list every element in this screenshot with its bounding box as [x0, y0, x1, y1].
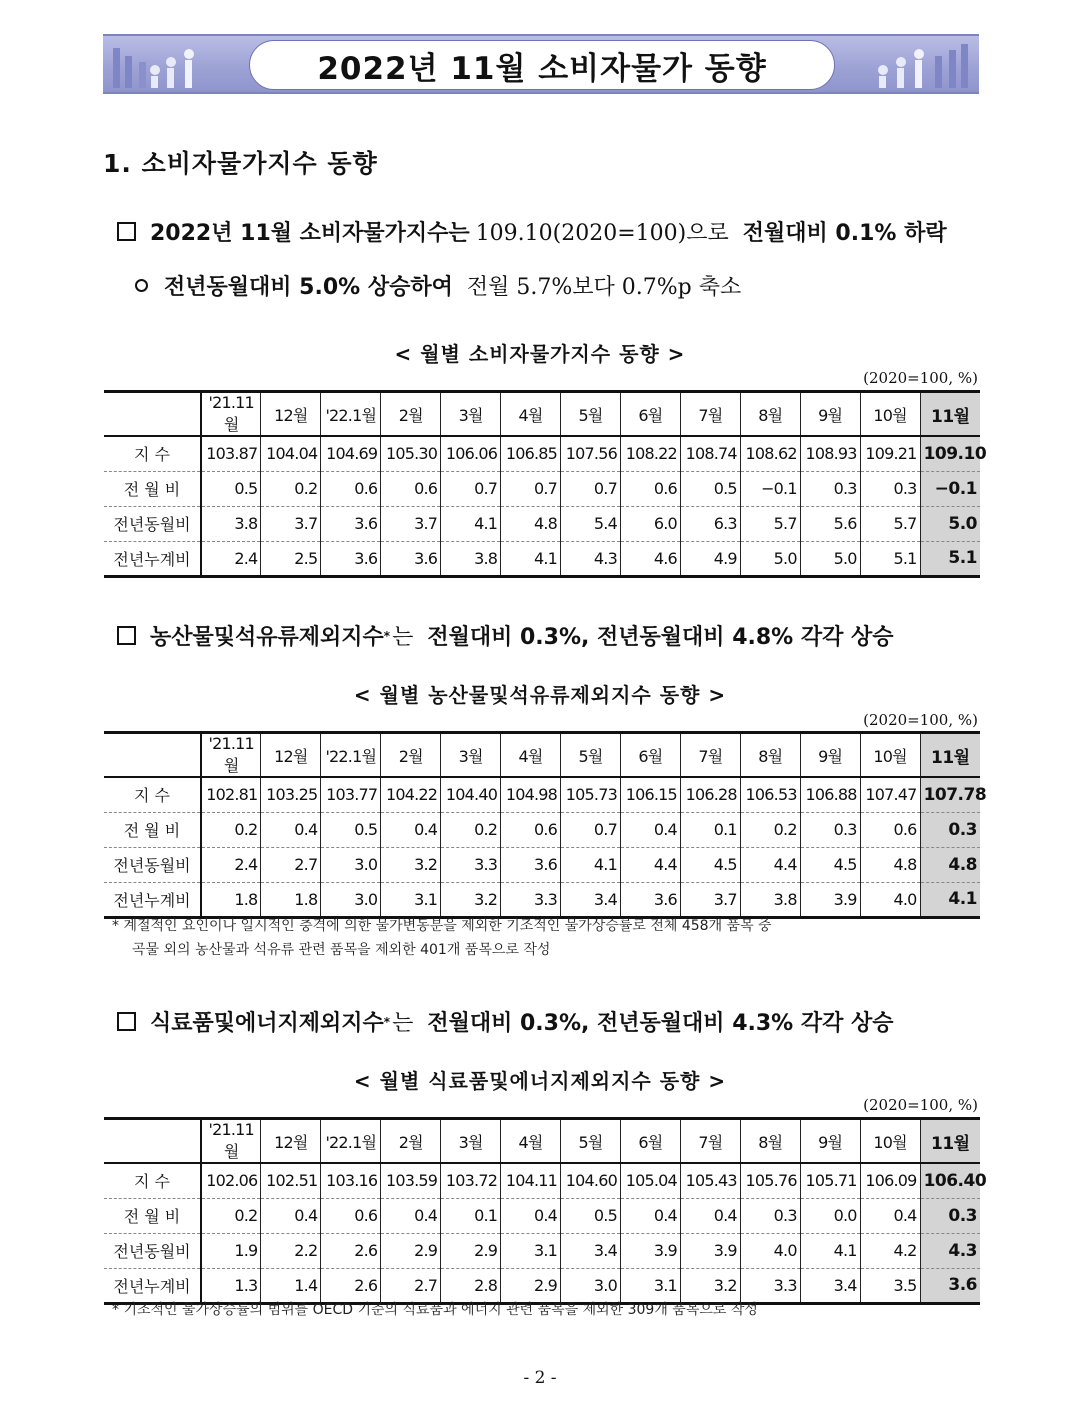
table-corner-cell: [104, 733, 201, 778]
table-cell: 4.3: [561, 541, 621, 576]
table-cell: 0.5: [321, 812, 381, 847]
table-cell: 0.4: [620, 1198, 680, 1233]
table-cell: 105.30: [381, 436, 441, 471]
bar-chart-decoration-icon: [109, 40, 229, 92]
table-cell: 0.3: [920, 812, 980, 847]
table-cell: 0.7: [441, 471, 501, 506]
table-row: [104, 1198, 980, 1233]
table-cell: 3.6: [620, 882, 680, 917]
table-cell: 106.85: [501, 436, 561, 471]
table-cell: 0.4: [680, 1198, 740, 1233]
summary-bullet-core-agri-oil: [117, 620, 894, 651]
table-cell: 5.0: [800, 541, 860, 576]
table-cell: 3.4: [561, 882, 621, 917]
column-header: 9월: [800, 392, 860, 437]
table-cell: 0.4: [381, 812, 441, 847]
column-header: 10월: [860, 733, 920, 778]
table-cell: 3.6: [321, 506, 381, 541]
bullet-plain-text: 는: [392, 1011, 414, 1036]
table-cell: 3.8: [201, 506, 261, 541]
table-row: [104, 1233, 980, 1268]
table-cell: 3.8: [740, 882, 800, 917]
table-cell: 4.4: [740, 847, 800, 882]
table-row: [104, 436, 980, 471]
table-cell: 107.56: [561, 436, 621, 471]
table-cell: 0.5: [201, 471, 261, 506]
bullet-bold-text: 전월대비 0.1% 하락: [742, 221, 947, 246]
table-cell: 102.06: [201, 1163, 261, 1198]
table-unit: (2020=100, %): [863, 711, 978, 729]
title-banner: [103, 34, 979, 94]
table-cell: 3.4: [561, 1233, 621, 1268]
table-cell: 2.6: [321, 1268, 381, 1303]
summary-subbullet-yoy: [135, 270, 741, 301]
table-footnote: [112, 914, 772, 962]
table-cell: 3.2: [441, 882, 501, 917]
table-cell: 4.3: [920, 1233, 980, 1268]
table-cell: 0.0: [800, 1198, 860, 1233]
table-corner-cell: [104, 1119, 201, 1164]
table-cell: 5.0: [740, 541, 800, 576]
table-cell: 0.3: [800, 812, 860, 847]
table-cell: 0.1: [680, 812, 740, 847]
footnote-line: * 계절적인 요인이나 일시적인 충격에 의한 물가변동분을 제외한 기조적인 물가상승률로 전체 458개 품목 중: [112, 918, 772, 934]
column-header: 5월: [561, 392, 621, 437]
table-cell: 4.5: [680, 847, 740, 882]
table-cell: 3.3: [740, 1268, 800, 1303]
table-cell: 5.7: [740, 506, 800, 541]
table-cell: 1.9: [201, 1233, 261, 1268]
column-header: 10월: [860, 392, 920, 437]
table-cell: 0.2: [201, 1198, 261, 1233]
row-label: 전 월 비: [104, 812, 201, 847]
column-header: 2월: [381, 392, 441, 437]
table-caption: < 월별 농산물및석유류제외지수 동향 >: [353, 683, 727, 707]
document-title: 2022년 11월 소비자물가 동향: [249, 40, 835, 90]
table-cell: 104.40: [441, 777, 501, 812]
column-header: 5월: [561, 1119, 621, 1164]
table-cell: 3.6: [321, 541, 381, 576]
bullet-bold-text: 전년동월대비 5.0% 상승하여: [164, 275, 453, 300]
row-label: 전년동월비: [104, 847, 201, 882]
checkbox-square-icon: [117, 1012, 136, 1031]
cpi-monthly-table: [104, 390, 987, 578]
column-header: 12월: [261, 733, 321, 778]
table-cell: 106.06: [441, 436, 501, 471]
checkbox-square-icon: [117, 222, 136, 241]
table-cell: 0.4: [501, 1198, 561, 1233]
table-cell: 3.6: [501, 847, 561, 882]
table-cell: 4.2: [860, 1233, 920, 1268]
table-cell: 4.1: [800, 1233, 860, 1268]
table-cell: 5.1: [920, 541, 980, 576]
table-cell: 0.2: [441, 812, 501, 847]
table-cell: 3.2: [381, 847, 441, 882]
table-cell: 106.53: [740, 777, 800, 812]
column-header: 11월: [920, 1119, 980, 1164]
core-agri-oil-monthly-table: [104, 731, 987, 919]
table-cell: 0.5: [680, 471, 740, 506]
footnote-marker: *: [383, 1014, 391, 1029]
table-cell: 6.0: [620, 506, 680, 541]
row-label: 전년누계비: [104, 1268, 201, 1303]
table-cell: 4.0: [860, 882, 920, 917]
summary-bullet-cpi: [117, 216, 947, 247]
table-cell: 106.88: [800, 777, 860, 812]
table-cell: 0.6: [321, 1198, 381, 1233]
table-cell: 0.7: [561, 471, 621, 506]
column-header: 4월: [501, 733, 561, 778]
column-header: 3월: [441, 392, 501, 437]
row-label: 지 수: [104, 1163, 201, 1198]
column-header: '22.1월: [321, 733, 381, 778]
table-cell: 3.0: [321, 882, 381, 917]
table-caption: < 월별 식료품및에너지제외지수 동향 >: [353, 1069, 727, 1093]
table-cell: 109.21: [860, 436, 920, 471]
table-cell: 4.0: [740, 1233, 800, 1268]
table-cell: 0.4: [261, 812, 321, 847]
table-cell: 2.9: [381, 1233, 441, 1268]
table-cell: 3.0: [321, 847, 381, 882]
table-cell: 108.62: [740, 436, 800, 471]
column-header: 3월: [441, 733, 501, 778]
table-cell: 103.77: [321, 777, 381, 812]
table-cell: 0.4: [620, 812, 680, 847]
bullet-bold-text: 전월대비 0.3%, 전년동월대비 4.8% 각각 상승: [427, 625, 894, 650]
table-row: [104, 506, 980, 541]
table-cell: 1.3: [201, 1268, 261, 1303]
table-cell: 108.74: [680, 436, 740, 471]
table-cell: 3.3: [501, 882, 561, 917]
row-label: 전 월 비: [104, 1198, 201, 1233]
footnote-line: 곡물 외의 농산물과 석유류 관련 품목을 제외한 401개 품목으로 작성: [132, 942, 551, 958]
table-row: [104, 471, 980, 506]
table-cell: 2.5: [261, 541, 321, 576]
table-cell: 3.1: [501, 1233, 561, 1268]
column-header: 12월: [261, 1119, 321, 1164]
column-header: 9월: [800, 1119, 860, 1164]
table-cell: 108.22: [620, 436, 680, 471]
table-cell: 0.6: [620, 471, 680, 506]
row-label: 지 수: [104, 777, 201, 812]
checkbox-square-icon: [117, 626, 136, 645]
table-cell: 1.8: [261, 882, 321, 917]
table-cell: 106.28: [680, 777, 740, 812]
table-cell: 104.60: [561, 1163, 621, 1198]
table-cell: 4.8: [920, 847, 980, 882]
table-cell: 108.93: [800, 436, 860, 471]
table-caption: < 월별 소비자물가지수 동향 >: [394, 342, 686, 366]
table-corner-cell: [104, 392, 201, 437]
table-cell: 2.9: [501, 1268, 561, 1303]
column-header: '21.11월: [201, 392, 261, 437]
table-cell: 0.6: [501, 812, 561, 847]
table-cell: 3.8: [441, 541, 501, 576]
table-cell: 2.4: [201, 541, 261, 576]
table-cell: −0.1: [740, 471, 800, 506]
column-header: 11월: [920, 392, 980, 437]
bullet-bold-text: 농산물및석유류제외지수: [150, 625, 384, 650]
table-cell: 106.40: [920, 1163, 980, 1198]
table-cell: 4.6: [620, 541, 680, 576]
column-header: 8월: [740, 733, 800, 778]
table-cell: 3.7: [381, 506, 441, 541]
row-label: 전 월 비: [104, 471, 201, 506]
table-cell: 5.6: [800, 506, 860, 541]
column-header: 7월: [680, 733, 740, 778]
table-cell: 0.5: [561, 1198, 621, 1233]
bullet-plain-text: 109.10(2020=100)으로: [475, 221, 729, 246]
table-cell: 0.2: [740, 812, 800, 847]
table-cell: 107.78: [920, 777, 980, 812]
table-cell: 2.8: [441, 1268, 501, 1303]
table-cell: 3.9: [680, 1233, 740, 1268]
footnote-line: * 기조적인 물가상승률의 범위를 OECD 기준의 식료품과 에너지 관련 품목을 제외한 309개 품목으로 작성: [112, 1302, 758, 1318]
table-cell: 0.2: [261, 471, 321, 506]
table-cell: 103.25: [261, 777, 321, 812]
table-row: [104, 882, 980, 917]
table-cell: 0.3: [920, 1198, 980, 1233]
table-cell: 106.15: [620, 777, 680, 812]
table-row: [104, 777, 980, 812]
table-cell: 0.7: [561, 812, 621, 847]
table-cell: 0.7: [501, 471, 561, 506]
bullet-plain-text: 전월 5.7%보다 0.7%p 축소: [466, 275, 742, 300]
table-cell: 4.8: [860, 847, 920, 882]
table-cell: 3.7: [261, 506, 321, 541]
table-cell: 3.1: [620, 1268, 680, 1303]
bullet-bold-text: 식료품및에너지제외지수: [150, 1011, 384, 1036]
table-cell: 3.4: [800, 1268, 860, 1303]
table-cell: 105.04: [620, 1163, 680, 1198]
table-unit: (2020=100, %): [863, 1096, 978, 1114]
column-header: 4월: [501, 1119, 561, 1164]
row-label: 전년동월비: [104, 1233, 201, 1268]
table-cell: 0.4: [381, 1198, 441, 1233]
table-cell: 0.4: [261, 1198, 321, 1233]
table-cell: 106.09: [860, 1163, 920, 1198]
row-label: 전년누계비: [104, 882, 201, 917]
table-cell: 2.4: [201, 847, 261, 882]
table-cell: 4.1: [441, 506, 501, 541]
table-cell: 105.73: [561, 777, 621, 812]
table-cell: 102.51: [261, 1163, 321, 1198]
table-cell: 105.71: [800, 1163, 860, 1198]
row-label: 전년동월비: [104, 506, 201, 541]
table-cell: 1.8: [201, 882, 261, 917]
column-header: 3월: [441, 1119, 501, 1164]
table-cell: 3.3: [441, 847, 501, 882]
table-cell: 5.1: [860, 541, 920, 576]
table-cell: 4.8: [501, 506, 561, 541]
bullet-bold-text: 2022년 11월 소비자물가지수는: [150, 221, 470, 246]
core-food-energy-monthly-table: [104, 1117, 987, 1305]
table-row: [104, 1163, 980, 1198]
section-heading: 1. 소비자물가지수 동향: [103, 149, 378, 178]
table-cell: 3.0: [561, 1268, 621, 1303]
footnote-marker: *: [383, 628, 391, 643]
table-cell: 5.4: [561, 506, 621, 541]
column-header: 7월: [680, 392, 740, 437]
table-cell: 4.9: [680, 541, 740, 576]
table-cell: 103.59: [381, 1163, 441, 1198]
table-cell: 105.76: [740, 1163, 800, 1198]
table-cell: 3.7: [680, 882, 740, 917]
column-header: 8월: [740, 1119, 800, 1164]
column-header: 12월: [261, 392, 321, 437]
column-header: 4월: [501, 392, 561, 437]
table-row: [104, 812, 980, 847]
table-cell: 109.10: [920, 436, 980, 471]
column-header: '21.11월: [201, 1119, 261, 1164]
table-cell: 5.0: [920, 506, 980, 541]
table-cell: 4.5: [800, 847, 860, 882]
table-cell: 0.3: [800, 471, 860, 506]
column-header: '22.1월: [321, 392, 381, 437]
table-cell: 6.3: [680, 506, 740, 541]
column-header: 7월: [680, 1119, 740, 1164]
table-cell: 104.11: [501, 1163, 561, 1198]
table-cell: 1.4: [261, 1268, 321, 1303]
table-cell: −0.1: [920, 471, 980, 506]
column-header: 2월: [381, 733, 441, 778]
column-header: 2월: [381, 1119, 441, 1164]
column-header: '21.11월: [201, 733, 261, 778]
table-cell: 0.6: [381, 471, 441, 506]
column-header: 9월: [800, 733, 860, 778]
row-label: 전년누계비: [104, 541, 201, 576]
column-header: '22.1월: [321, 1119, 381, 1164]
table-cell: 0.6: [860, 812, 920, 847]
table-cell: 0.1: [441, 1198, 501, 1233]
table-cell: 3.9: [620, 1233, 680, 1268]
column-header: 11월: [920, 733, 980, 778]
table-cell: 104.98: [501, 777, 561, 812]
column-header: 5월: [561, 733, 621, 778]
table-cell: 4.1: [561, 847, 621, 882]
table-cell: 0.4: [860, 1198, 920, 1233]
table-unit: (2020=100, %): [863, 369, 978, 387]
bar-chart-decoration-icon: [853, 40, 973, 92]
table-cell: 3.6: [381, 541, 441, 576]
table-cell: 104.69: [321, 436, 381, 471]
table-cell: 2.2: [261, 1233, 321, 1268]
table-cell: 3.6: [920, 1268, 980, 1303]
table-cell: 0.2: [201, 812, 261, 847]
column-header: 6월: [620, 392, 680, 437]
table-cell: 0.3: [860, 471, 920, 506]
summary-bullet-core-food-energy: [117, 1006, 894, 1037]
table-cell: 102.81: [201, 777, 261, 812]
table-cell: 5.7: [860, 506, 920, 541]
table-cell: 3.1: [381, 882, 441, 917]
table-cell: 107.47: [860, 777, 920, 812]
table-cell: 3.9: [800, 882, 860, 917]
bullet-plain-text: 는: [392, 625, 414, 650]
row-label: 지 수: [104, 436, 201, 471]
table-cell: 103.87: [201, 436, 261, 471]
circle-bullet-icon: [135, 279, 148, 292]
table-cell: 3.2: [680, 1268, 740, 1303]
column-header: 8월: [740, 392, 800, 437]
table-cell: 2.7: [381, 1268, 441, 1303]
table-cell: 4.4: [620, 847, 680, 882]
column-header: 10월: [860, 1119, 920, 1164]
table-cell: 0.6: [321, 471, 381, 506]
page-number: - 2 -: [523, 1368, 557, 1388]
bullet-bold-text: 전월대비 0.3%, 전년동월대비 4.3% 각각 상승: [427, 1011, 894, 1036]
table-cell: 105.43: [680, 1163, 740, 1198]
table-cell: 4.1: [920, 882, 980, 917]
table-cell: 0.3: [740, 1198, 800, 1233]
table-row: [104, 847, 980, 882]
table-footnote: [112, 1298, 758, 1322]
table-cell: 103.72: [441, 1163, 501, 1198]
table-cell: 103.16: [321, 1163, 381, 1198]
column-header: 6월: [620, 1119, 680, 1164]
table-row: [104, 541, 980, 576]
table-cell: 104.22: [381, 777, 441, 812]
table-cell: 4.1: [501, 541, 561, 576]
table-cell: 3.5: [860, 1268, 920, 1303]
table-cell: 104.04: [261, 436, 321, 471]
table-cell: 2.6: [321, 1233, 381, 1268]
table-cell: 2.9: [441, 1233, 501, 1268]
table-cell: 2.7: [261, 847, 321, 882]
column-header: 6월: [620, 733, 680, 778]
